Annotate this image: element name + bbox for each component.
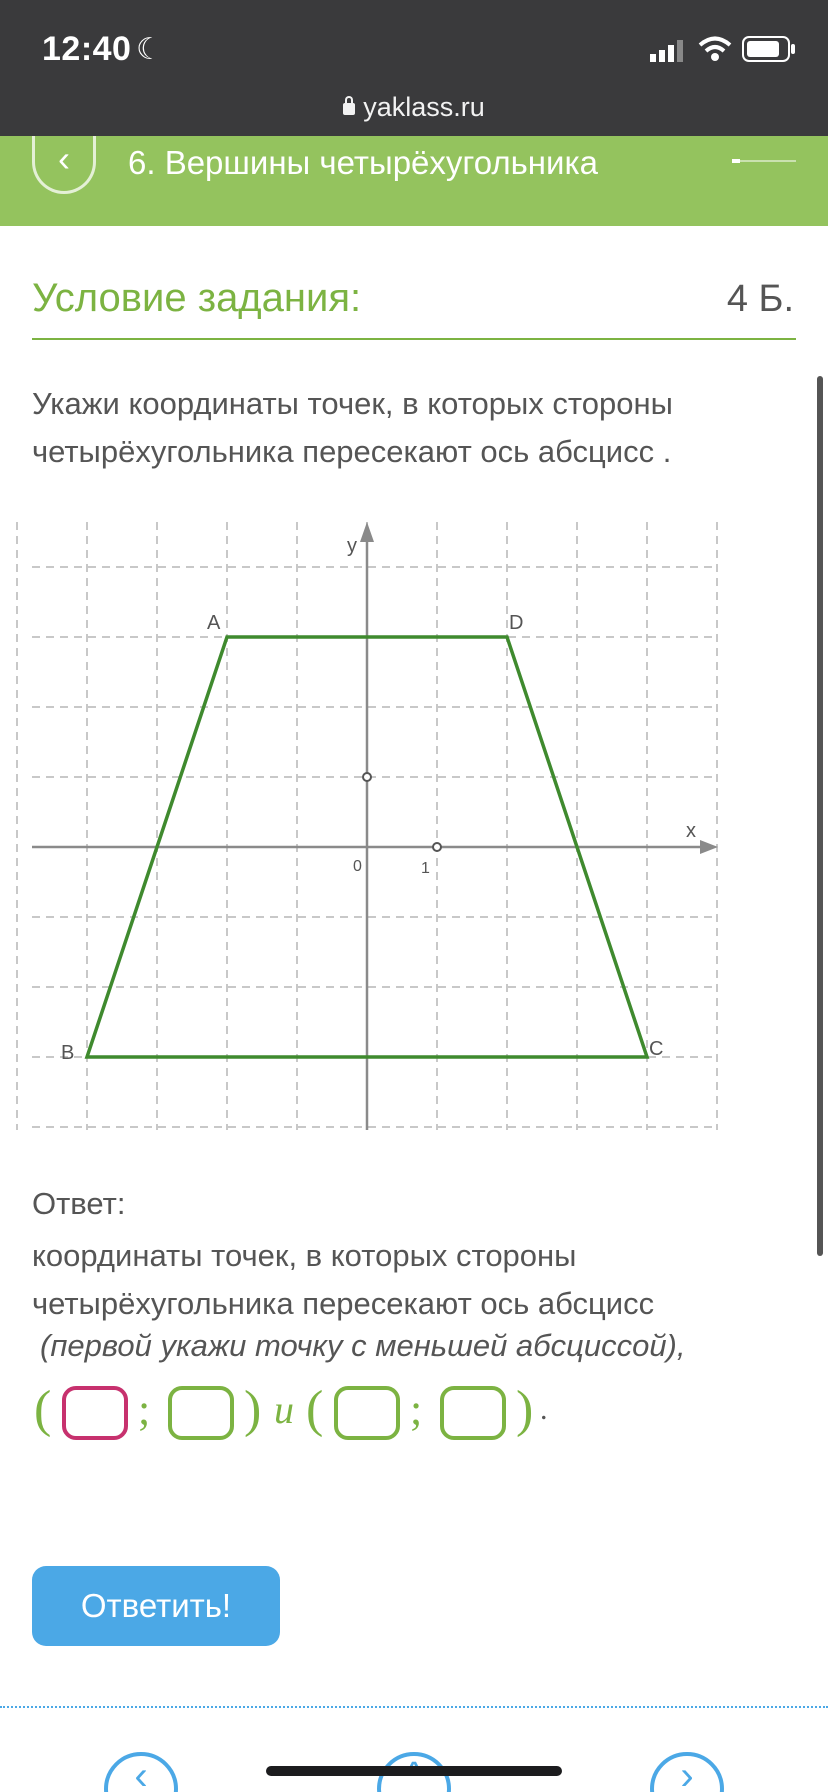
answer-label: Ответ:	[32, 1186, 126, 1221]
conjunction: и	[274, 1387, 294, 1432]
origin-label: 0	[353, 858, 362, 875]
lock-icon	[343, 103, 355, 115]
chevron-right-icon: ›	[680, 1754, 694, 1792]
lesson-title: 6. Вершины четырёхугольника	[128, 144, 598, 181]
chevron-left-icon: ‹	[58, 138, 70, 179]
task-points: 4 Б.	[726, 278, 794, 320]
clock: 12:40	[42, 30, 132, 68]
moon-icon: ☾	[136, 33, 163, 66]
unit-point-x	[433, 843, 441, 851]
y-axis-arrow	[360, 522, 374, 542]
status-bar	[0, 0, 828, 136]
answer-input-2[interactable]	[168, 1386, 234, 1440]
answer-input-4[interactable]	[440, 1386, 506, 1440]
submit-button[interactable]: Ответить!	[32, 1566, 280, 1646]
answer-text: координаты точек, в которых стороны четырёхугольника пересекают ось абсцисс	[32, 1238, 655, 1321]
prev-button[interactable]	[104, 1752, 178, 1792]
answer-input-3[interactable]	[334, 1386, 400, 1440]
vertex-label-c: C	[649, 1038, 664, 1060]
back-button[interactable]	[32, 136, 96, 194]
separator: ;	[410, 1385, 423, 1434]
wifi-icon	[698, 36, 732, 62]
vertex-label-b: B	[61, 1042, 75, 1064]
vertex-label-d: D	[509, 612, 524, 634]
close-paren: )	[516, 1381, 534, 1438]
unit-label-x: 1	[421, 860, 430, 877]
signal-icon	[650, 40, 686, 62]
chevron-left-icon: ‹	[134, 1754, 148, 1792]
heading-divider	[32, 338, 796, 340]
close-paren: )	[244, 1381, 262, 1438]
battery-icon	[742, 36, 796, 62]
coordinate-graph	[0, 510, 760, 1150]
open-paren: (	[306, 1381, 324, 1438]
x-axis-arrow	[700, 840, 718, 854]
address-bar[interactable]	[0, 92, 828, 123]
task-heading: Условие задания:	[32, 276, 362, 320]
scrollbar[interactable]	[817, 376, 823, 1256]
y-axis-label: y	[347, 535, 357, 557]
progress-indicator	[732, 160, 796, 162]
lesson-header	[0, 136, 828, 226]
end-period: .	[540, 1393, 548, 1426]
answer-hint: (первой укажи точку с меньшей абсциссой),	[40, 1328, 686, 1363]
task-text: Укажи координаты точек, в которых стороны четырёхугольника пересекают ось абсцисс .	[32, 386, 673, 469]
x-axis-label: x	[686, 820, 696, 842]
open-paren: (	[34, 1381, 52, 1438]
vertex-label-a: A	[207, 612, 221, 634]
url-text: yaklass.ru	[363, 92, 485, 122]
home-indicator	[266, 1766, 562, 1776]
unit-point-y	[363, 773, 371, 781]
separator: ;	[138, 1385, 151, 1434]
next-button[interactable]	[650, 1752, 724, 1792]
divider	[0, 1706, 828, 1708]
answer-input-1[interactable]	[62, 1386, 128, 1440]
